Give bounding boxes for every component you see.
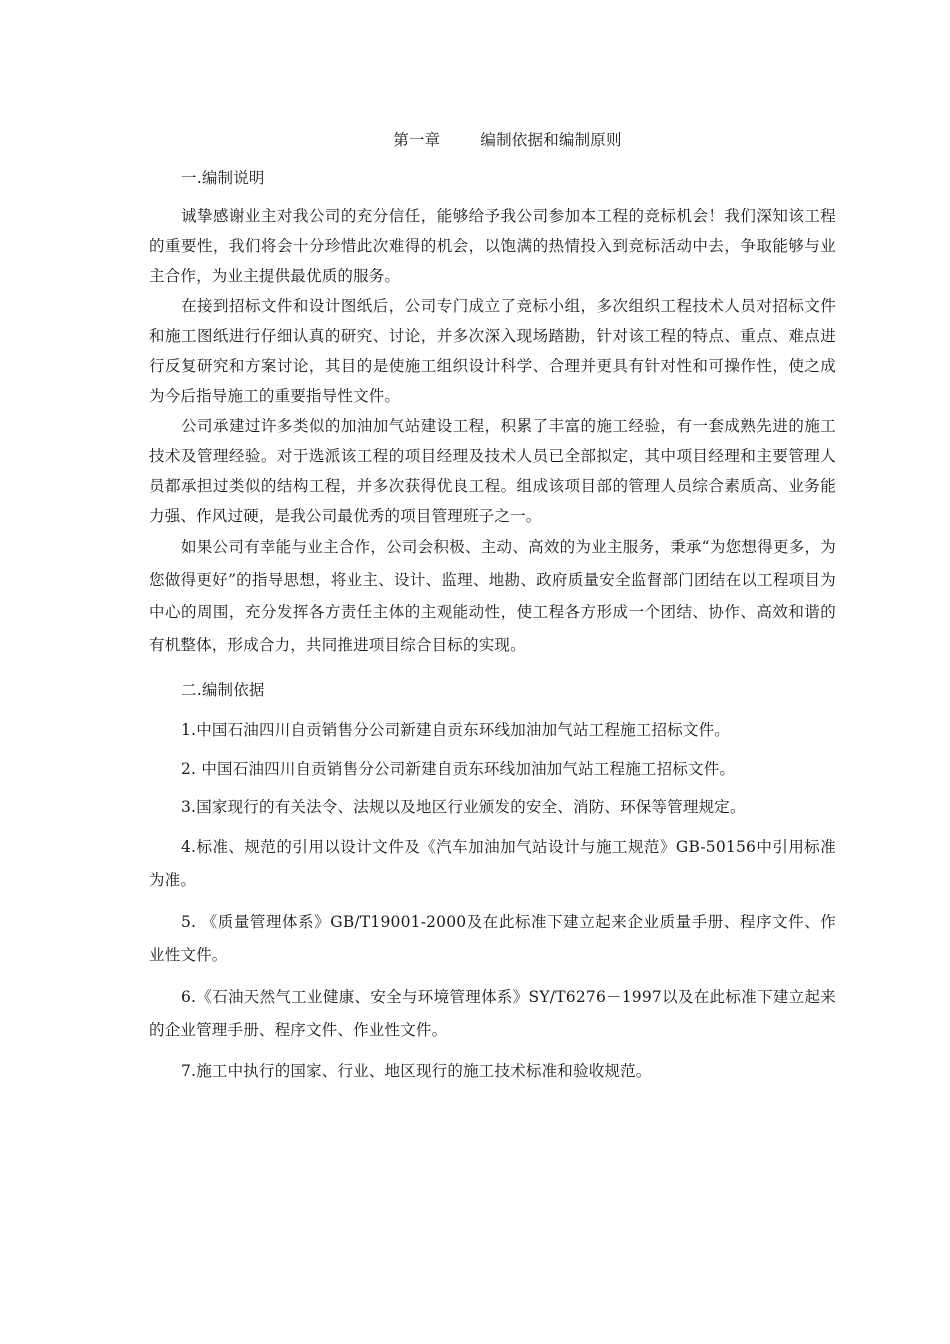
- basis-item-5: 5. 《质量管理体系》GB/T19001-2000及在此标准下建立起来企业质量手册、程序文件、作业性文件。: [149, 912, 836, 964]
- basis-item-7: 7.施工中执行的国家、行业、地区现行的施工技术标准和验收规范。: [181, 1061, 652, 1080]
- chapter-heading: 编制依据和编制原则: [480, 131, 622, 149]
- paragraph-3: 公司承建过许多类似的加油加气站建设工程，积累了丰富的施工经验，有一套成熟先进的施工技术及管理经验。对于选派该工程的项目经理及技术人员已全部拟定，其中项目经理和主要管理人员都承担过类似的结构工程，并多次获得优良工程。组成该项目部的管理人员综合素质高、业务能力强、作风过硬，是我公司最优秀的项目管理班子之一。: [149, 417, 836, 525]
- basis-item-1: 1.中国石油四川自贡销售分公司新建自贡东环线加油加气站工程施工招标文件。: [181, 721, 730, 739]
- chapter-number: 第一章: [393, 131, 441, 149]
- paragraph-2: 在接到招标文件和设计图纸后，公司专门成立了竞标小组，多次组织工程技术人员对招标文件和施工图纸进行仔细认真的研究、讨论，并多次深入现场踏勘，针对该工程的特点、重点、难点进行反复研究和方案讨论，其目的是使施工组织设计科学、合理并更具有针对性和可操作性，使之成为今后指导施工的重要指导性文件。: [149, 297, 836, 405]
- paragraph-4: 如果公司有幸能与业主合作，公司会积极、主动、高效的为业主服务，秉承“为您想得更多，为您做得更好”的指导思想，将业主、设计、监理、地勘、政府质量安全监督部门团结在以工程项目为中心的周围，充分发挥各方责任主体的主观能动性，使工程各方形成一个团结、协作、高效和谐的有机整体，形成合力，共同推进项目综合目标的实现。: [149, 538, 836, 654]
- basis-item-2: 2. 中国石油四川自贡销售分公司新建自贡东环线加油加气站工程施工招标文件。: [181, 759, 736, 778]
- basis-item-6: 6.《石油天然气工业健康、安全与环境管理体系》SY/T6276－1997以及在此标准下建立起来的企业管理手册、程序文件、作业性文件。: [149, 987, 836, 1039]
- chapter-title: [149, 125, 836, 155]
- basis-item-3: 3.国家现行的有关法令、法规以及地区行业颁发的安全、消防、环保等管理规定。: [181, 798, 746, 816]
- document-page: [149, 125, 836, 1094]
- basis-item-4: 4.标准、规范的引用以设计文件及《汽车加油加气站设计与施工规范》GB-50156中引用标准为准。: [149, 837, 836, 889]
- section-heading-1: 一.编制说明: [181, 169, 265, 187]
- paragraph-1: 诚挚感谢业主对我公司的充分信任，能够给予我公司参加本工程的竞标机会！我们深知该工程的重要性，我们将会十分珍惜此次难得的机会，以饱满的热情投入到竞标活动中去，争取能够与业主合作，为业主提供最优质的服务。: [149, 207, 836, 285]
- section-heading-2: 二.编制依据: [181, 681, 265, 699]
